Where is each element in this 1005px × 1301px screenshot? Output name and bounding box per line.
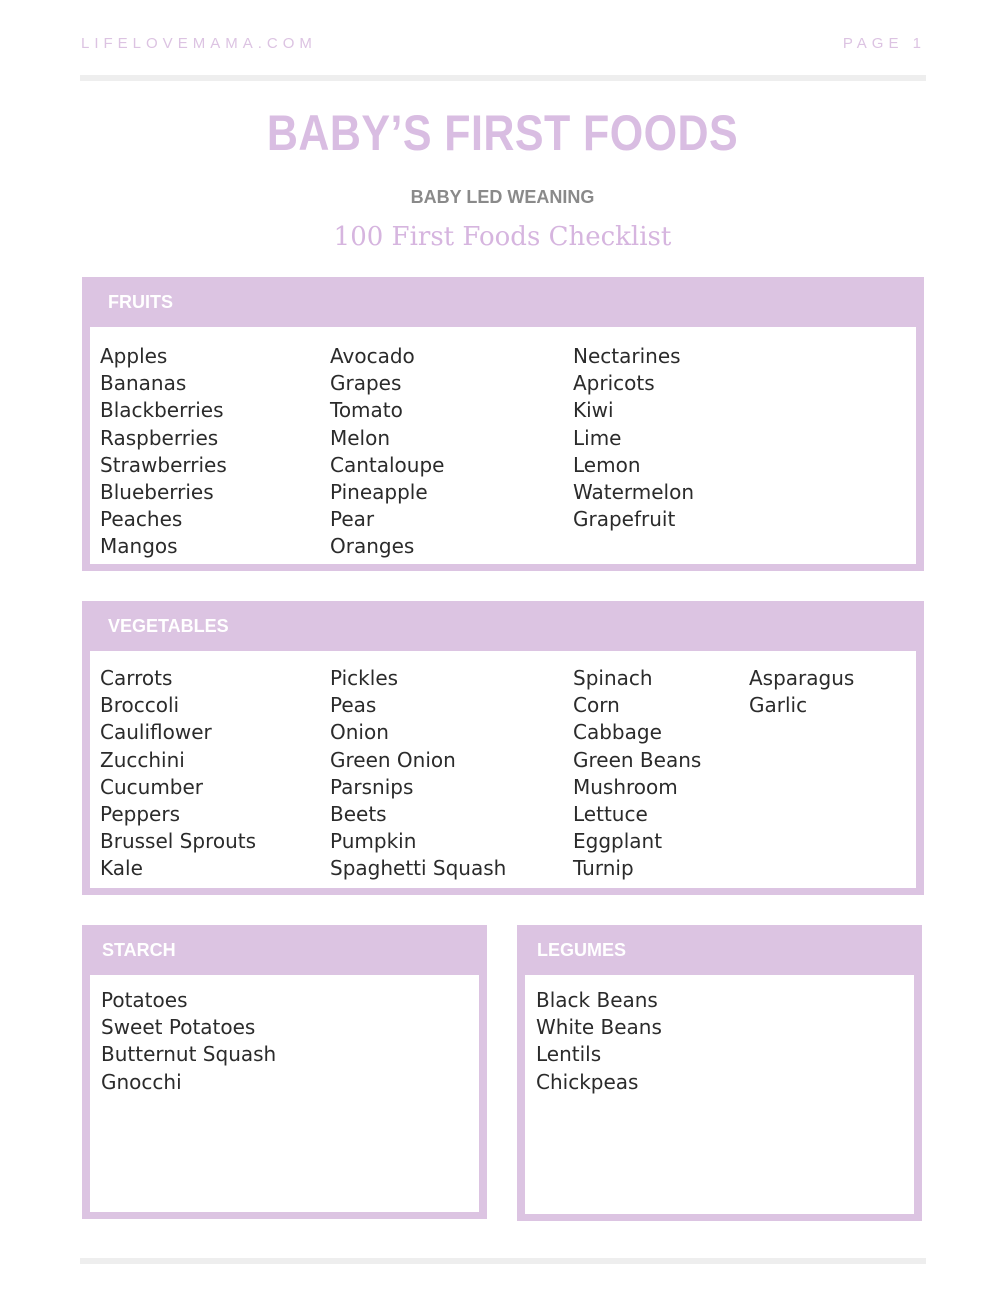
food-item: Potatoes <box>101 988 188 1012</box>
food-item: Pineapple <box>330 480 428 505</box>
top-divider <box>80 75 926 81</box>
food-item: Asparagus <box>749 666 855 690</box>
starch-section <box>82 925 487 1219</box>
list-column <box>100 343 227 561</box>
food-item: Kiwi <box>573 398 614 423</box>
food-item: Lettuce <box>573 802 648 827</box>
list-column <box>749 665 854 719</box>
food-item: Oranges <box>330 534 415 559</box>
food-item: Blackberries <box>100 398 224 423</box>
food-item: Chickpeas <box>536 1069 639 1094</box>
legumes-header <box>517 925 922 975</box>
food-item: Eggplant <box>573 829 663 854</box>
food-item: Butternut Squash <box>101 1042 277 1067</box>
list-column <box>100 665 256 883</box>
food-item: White Beans <box>536 1015 662 1040</box>
list-column <box>101 987 276 1096</box>
food-item: Lime <box>573 425 622 450</box>
food-item: Kale <box>100 856 143 881</box>
food-item: Peas <box>330 693 377 718</box>
legumes-list <box>525 975 914 1214</box>
food-item: Strawberries <box>100 452 227 477</box>
food-item: Mangos <box>100 534 178 559</box>
page-title: BABY’S FIRST FOODS <box>266 105 739 161</box>
food-item: Broccoli <box>100 693 180 718</box>
food-item: Peaches <box>100 507 183 532</box>
food-item: Parsnips <box>330 774 414 799</box>
list-column <box>330 343 444 561</box>
food-item: Carrots <box>100 666 173 690</box>
food-item: Garlic <box>749 693 808 718</box>
vegetables-header <box>82 601 924 651</box>
food-item: Raspberries <box>100 425 219 450</box>
list-column <box>330 665 506 883</box>
fruits-section <box>82 277 924 571</box>
food-item: Apricots <box>573 371 655 396</box>
page-subtitle: BABY LED WEANING <box>410 187 595 207</box>
starch-header <box>82 925 487 975</box>
food-item: Lentils <box>536 1042 602 1067</box>
legumes-title: LEGUMES <box>537 940 627 960</box>
food-item: Peppers <box>100 802 180 827</box>
food-item: Pickles <box>330 666 399 690</box>
food-item: Grapefruit <box>573 507 676 532</box>
food-item: Melon <box>330 425 391 450</box>
list-column <box>573 665 701 883</box>
food-item: Spaghetti Squash <box>330 856 507 881</box>
food-item: Nectarines <box>573 344 681 368</box>
food-item: Sweet Potatoes <box>101 1015 256 1040</box>
food-item: Bananas <box>100 371 187 396</box>
bottom-divider <box>80 1258 926 1264</box>
food-item: Blueberries <box>100 480 214 505</box>
food-item: Cucumber <box>100 774 204 799</box>
food-item: Corn <box>573 693 620 718</box>
food-item: Cabbage <box>573 720 662 745</box>
food-item: Pear <box>330 507 375 532</box>
food-item: Beets <box>330 802 387 827</box>
vegetables-title: VEGETABLES <box>108 616 229 636</box>
starch-title: STARCH <box>102 940 176 960</box>
food-item: Avocado <box>330 344 415 368</box>
fruits-list <box>90 327 916 564</box>
food-item: Gnocchi <box>101 1069 182 1094</box>
vegetables-list <box>90 651 916 888</box>
food-item: Onion <box>330 720 389 745</box>
food-item: Grapes <box>330 371 402 396</box>
food-item: Black Beans <box>536 988 658 1012</box>
food-item: Spinach <box>573 666 653 690</box>
food-item: Green Onion <box>330 747 456 772</box>
page-tagline: 100 First Foods Checklist <box>333 222 672 252</box>
vegetables-section <box>82 601 924 895</box>
food-item: Mushroom <box>573 774 678 799</box>
food-item: Turnip <box>573 856 634 881</box>
fruits-header <box>82 277 924 327</box>
food-item: Cauliflower <box>100 720 212 745</box>
food-item: Tomato <box>330 398 403 423</box>
page-number: PAGE 1 <box>842 35 926 52</box>
food-item: Brussel Sprouts <box>100 829 257 854</box>
site-name: LIFELOVEMAMA.COM <box>81 35 317 52</box>
food-item: Cantaloupe <box>330 452 445 477</box>
food-item: Pumpkin <box>330 829 417 854</box>
list-column <box>536 987 662 1096</box>
food-item: Zucchini <box>100 747 185 772</box>
food-item: Watermelon <box>573 480 695 505</box>
food-item: Lemon <box>573 452 641 477</box>
starch-list <box>90 975 479 1212</box>
food-item: Green Beans <box>573 747 702 772</box>
food-item: Apples <box>100 344 168 368</box>
fruits-title: FRUITS <box>108 292 173 312</box>
legumes-section <box>517 925 922 1221</box>
list-column <box>573 343 694 533</box>
